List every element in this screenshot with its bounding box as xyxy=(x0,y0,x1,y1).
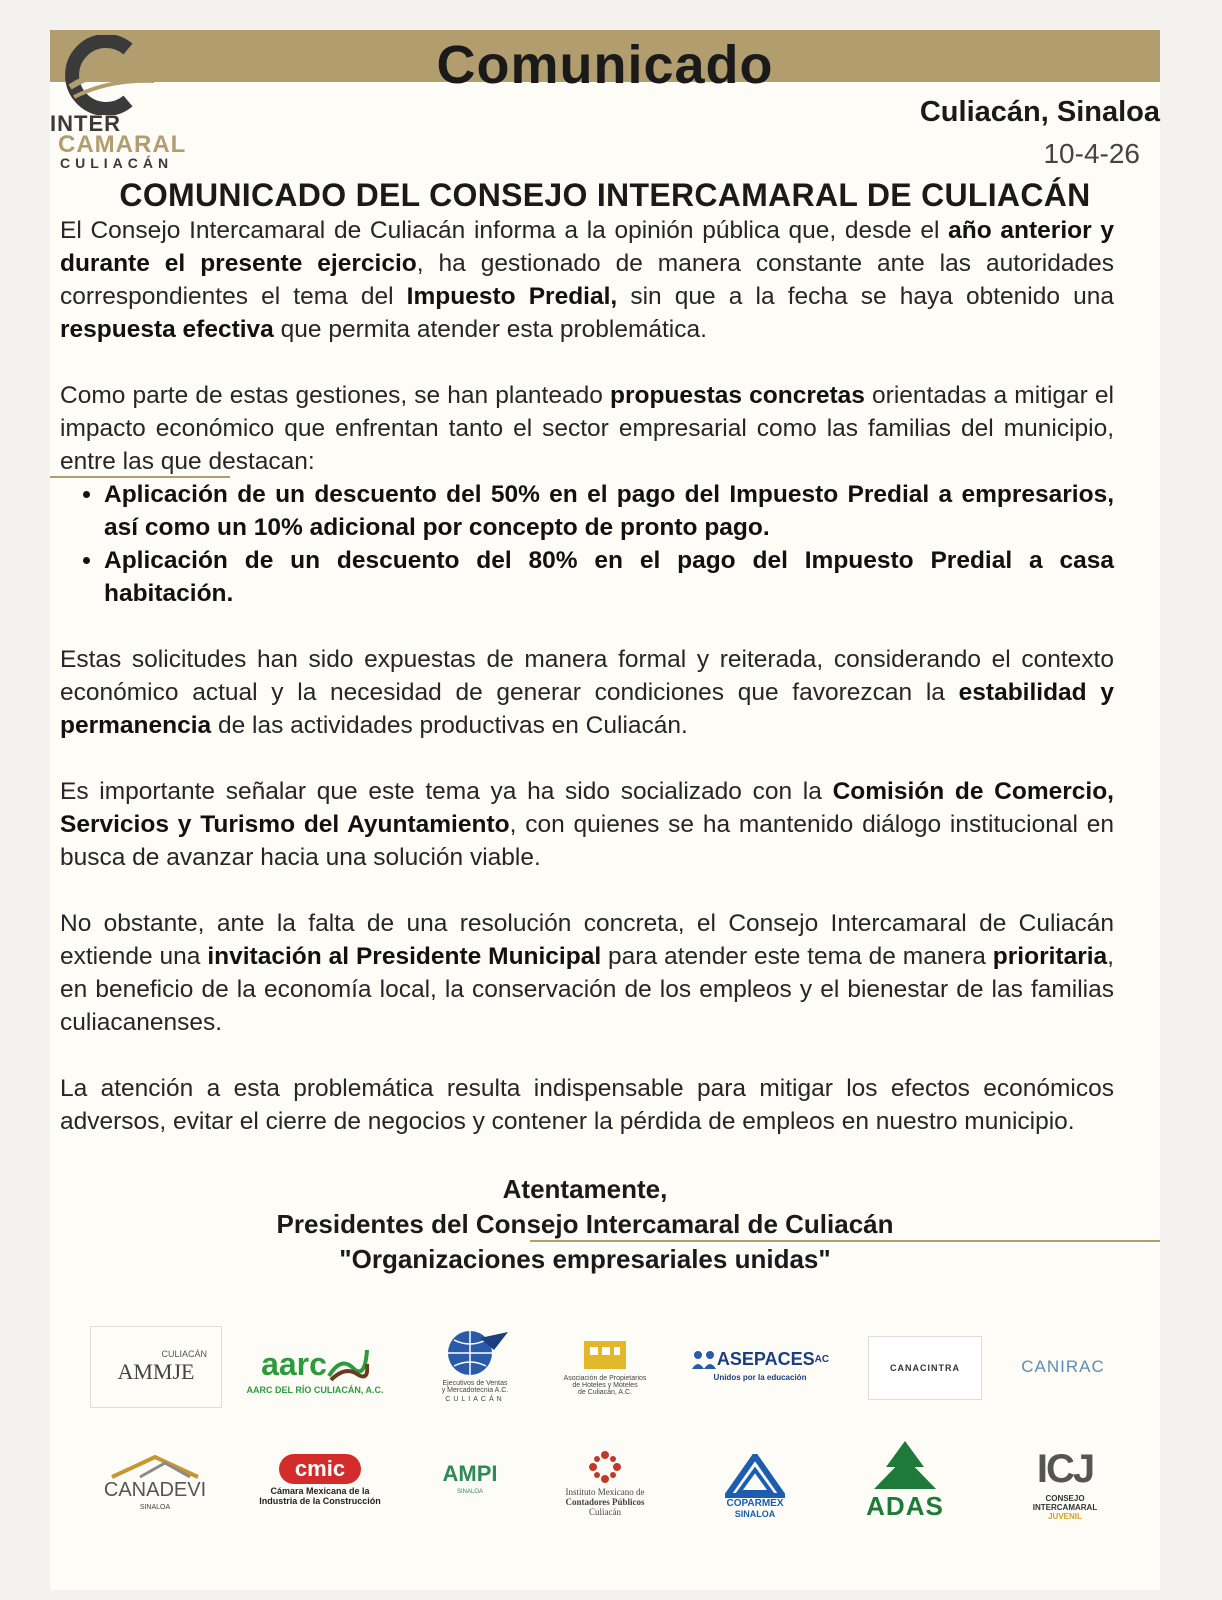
p3-text-c: de las actividades productivas en Culiacán. xyxy=(211,712,688,739)
p5-bold-b: invitación al Presidente Municipal xyxy=(207,943,602,970)
document-body xyxy=(60,214,1114,1138)
ciju-sub3: JUVENIL xyxy=(1048,1512,1082,1521)
hotel-building-icon xyxy=(580,1337,630,1373)
org-logo-canirac xyxy=(1008,1344,1118,1390)
p4-bold-b: Comisión de Comercio, Servicios y Turismo del Ayuntamiento xyxy=(60,778,1114,838)
org-logo-ciju xyxy=(1010,1434,1120,1534)
closing-motto: "Organizaciones empresariales unidas" xyxy=(339,1244,831,1274)
asepaces-suffix: AC xyxy=(814,1354,830,1365)
intercamaral-logo xyxy=(50,35,210,175)
org-logo-imcp xyxy=(540,1438,670,1528)
closing-block xyxy=(50,1172,1120,1277)
p1-bold-d: Impuesto Predial, xyxy=(406,283,618,310)
paragraph-2 xyxy=(60,379,1114,478)
org-logo-coparmex xyxy=(700,1438,810,1534)
p4-text-a: Es importante señalar que este tema ya ha sido socializado con la xyxy=(60,778,833,805)
flower-icon xyxy=(587,1449,623,1485)
org-logo-canacintra xyxy=(868,1336,982,1400)
p5-bold-d: prioritaria xyxy=(992,943,1108,970)
org-logo-adas xyxy=(840,1430,970,1530)
evm-sub2: y Mercadotecnia A.C. xyxy=(441,1386,509,1394)
ampi-sub: SINALOA xyxy=(456,1489,483,1495)
org-logo-hotels xyxy=(550,1324,660,1408)
gold-divider-right xyxy=(530,1240,1160,1242)
p5-text-a: No obstante, ante la falta de una resolución concreta, el Consejo Intercamaral de Culiacán extiende una xyxy=(60,910,1114,970)
p1-bold-f: respuesta efectiva xyxy=(60,316,274,343)
ciju-name: ICJ xyxy=(1036,1447,1094,1491)
closing-salutation: Atentamente, xyxy=(502,1174,668,1204)
org-logo-ampi xyxy=(420,1438,520,1518)
intercamaral-c-icon xyxy=(50,35,160,115)
org-logo-ammje xyxy=(90,1326,222,1408)
adas-name: ADAS xyxy=(866,1490,944,1521)
org-logo-canadevi xyxy=(90,1438,220,1528)
imcp-sub1: Instituto Mexicano de xyxy=(565,1487,645,1497)
paragraph-3 xyxy=(60,643,1114,742)
canirac-name: CANIRAC xyxy=(1021,1357,1105,1376)
ammje-name: AMMJE xyxy=(117,1359,195,1384)
p2-text-a: Como parte de estas gestiones, se han planteado xyxy=(60,382,610,409)
p3-text-a: Estas solicitudes han sido expuestas de manera formal y reiterada, considerando el contexto económico actual y la necesidad de generar condiciones que favorezcan la xyxy=(60,646,1114,706)
p1-text-a: El Consejo Intercamaral de Culiacán informa a la opinión pública que, desde el xyxy=(60,217,949,244)
coparmex-triangle-icon xyxy=(725,1454,785,1498)
p5-text-e: , en beneficio de la economía local, la conservación de los empleos y el bienestar de las familias culiacanenses. xyxy=(60,943,1114,1036)
p2-text-c: orientadas a mitigar el impacto económico que enfrentan tanto el sector empresarial como las familias del municipio, entre las que destacan: xyxy=(60,382,1114,475)
aarc-river-icon xyxy=(327,1346,369,1382)
org-logo-asepaces xyxy=(680,1340,840,1390)
banner-title: Comunicado xyxy=(436,35,774,95)
proposal-list xyxy=(60,478,1114,610)
p1-text-e: sin que a la fecha se haya obtenido una xyxy=(617,283,1114,310)
adas-tree-icon xyxy=(870,1439,940,1491)
coparmex-sub: SINALOA xyxy=(734,1508,776,1519)
proposal-item: • Aplicación de un descuento del 50% en el pago del Impuesto Predial a empresarios, así como un 10% adicional por concepto de pronto pago. xyxy=(104,478,1114,544)
canacintra-name: CANACINTRA xyxy=(890,1363,960,1373)
logo-text-culiacan: CULIACÁN xyxy=(60,155,174,171)
ampi-name: AMPI xyxy=(442,1461,498,1486)
ahm-sub2: de Hoteles y Moteles xyxy=(572,1381,638,1389)
member-organizations xyxy=(40,1320,1120,1540)
ciju-sub2: INTERCAMARAL xyxy=(1032,1503,1098,1512)
document-date: 10-4-26 xyxy=(1043,138,1140,169)
evm-sub1: Ejecutivos de Ventas xyxy=(442,1379,508,1387)
canadevi-name: CANADEVI xyxy=(103,1479,207,1501)
proposal-item: • Aplicación de un descuento del 80% en el pago del Impuesto Predial a casa habitación. xyxy=(104,544,1114,610)
asepaces-name: ASEPACES xyxy=(716,1349,815,1369)
p1-bold-b: año anterior y durante el presente ejercicio xyxy=(60,217,1114,277)
city-location: Culiacán, Sinaloa xyxy=(919,96,1160,128)
logo-text-inter: INTER xyxy=(50,111,121,136)
p1-text-g: que permita atender esta problemática. xyxy=(273,316,707,343)
p4-text-c: , con quienes se ha mantenido diálogo institucional en busca de avanzar hacia una solución viable. xyxy=(60,811,1114,871)
aarc-name: aarc xyxy=(261,1345,327,1382)
people-icon xyxy=(691,1349,717,1371)
ciju-sub1: CONSEJO xyxy=(1045,1494,1085,1503)
aarc-sub: AARC DEL RÍO CULIACÁN, A.C. xyxy=(246,1384,384,1395)
roof-icon xyxy=(110,1455,200,1479)
cmic-sub2: Industria de la Construcción xyxy=(259,1496,381,1506)
gold-divider-left xyxy=(50,476,230,478)
p3-bold-b: estabilidad y permanencia xyxy=(60,679,1114,739)
imcp-sub2: Contadores Públicos xyxy=(565,1497,645,1507)
closing-signatories: Presidentes del Consejo Intercamaral de Culiacán xyxy=(276,1209,894,1239)
ahm-sub1: Asociación de Propietarios xyxy=(563,1374,647,1382)
coparmex-name: COPARMEX xyxy=(726,1497,784,1509)
evm-sub3: CULIACÁN xyxy=(445,1395,505,1403)
p2-bold-b: propuestas concretas xyxy=(609,382,865,409)
org-logo-cmic xyxy=(240,1438,400,1522)
org-logo-aarc xyxy=(235,1330,395,1410)
imcp-sub3: Culiacán xyxy=(589,1507,621,1517)
paragraph-4 xyxy=(60,775,1114,874)
paragraph-1 xyxy=(60,214,1114,346)
ahm-sub3: de Culiacán, A.C. xyxy=(577,1388,633,1396)
logo-text-camaral: CAMARAL xyxy=(58,131,187,158)
p5-text-c: para atender este tema de manera xyxy=(601,943,993,970)
asepaces-sub: Unidos por la educación xyxy=(713,1372,807,1382)
org-logo-evm xyxy=(430,1320,520,1410)
canadevi-sub: SINALOA xyxy=(139,1504,171,1511)
cmic-sub1: Cámara Mexicana de la xyxy=(270,1486,370,1496)
document-title: COMUNICADO DEL CONSEJO INTERCAMARAL DE CULIACÁN xyxy=(119,177,1091,213)
globe-icon xyxy=(440,1328,510,1378)
paragraph-6: La atención a esta problemática resulta indispensable para mitigar los efectos económicos adversos, evitar el cierre de negocios y contener la pérdida de empleos en nuestro municipio. xyxy=(60,1075,1114,1135)
p1-text-c: , ha gestionado de manera constante ante las autoridades correspondientes el tema del xyxy=(60,250,1115,310)
cmic-name: cmic xyxy=(279,1454,361,1484)
paragraph-5 xyxy=(60,907,1114,1039)
ammje-top: CULIACÁN xyxy=(161,1349,207,1359)
